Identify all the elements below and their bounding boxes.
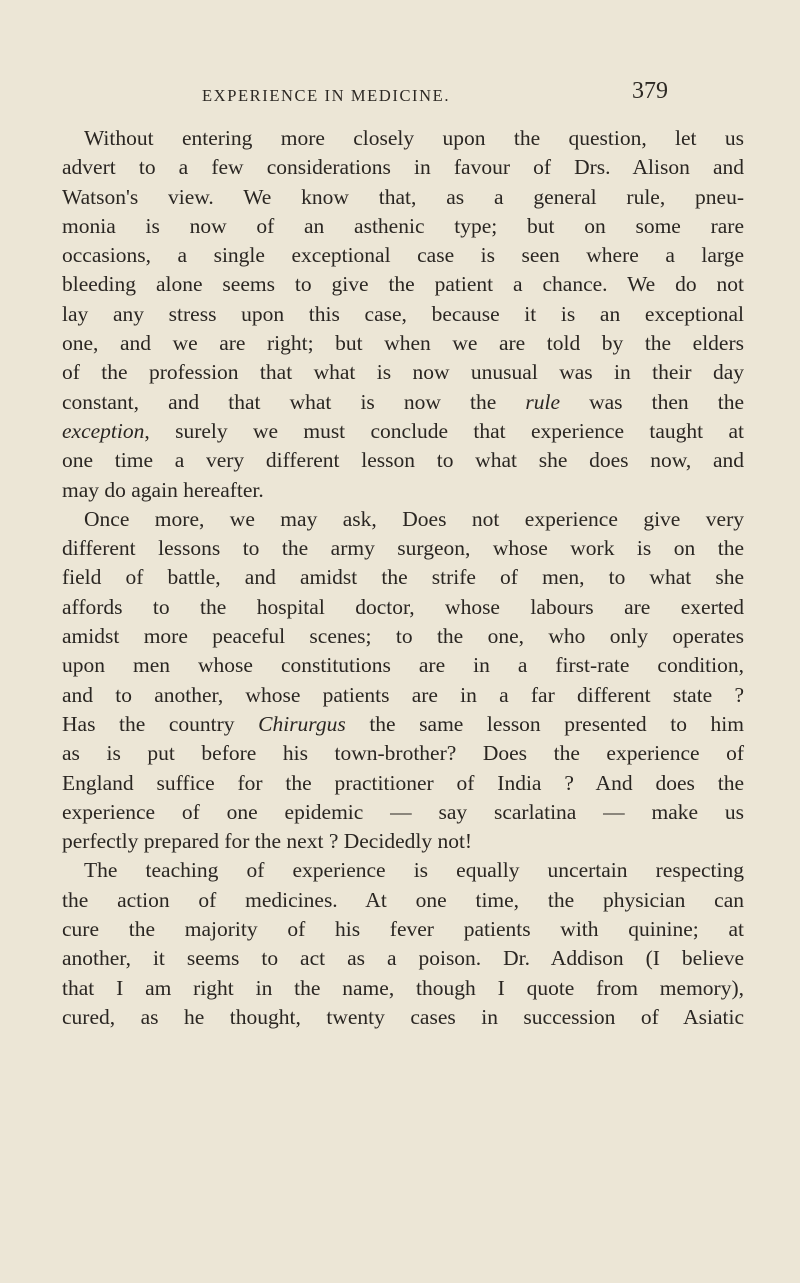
text-line: as is put before his town-brother? Does the experience of — [62, 741, 744, 766]
text-line: experience of one epidemic — say scarlatina — make us — [62, 799, 744, 824]
text-line: and to another, whose patients are in a far different state ? — [62, 682, 744, 707]
text-line: different lessons to the army surgeon, whose work is on the — [62, 536, 744, 561]
text-line: that I am right in the name, though I quote from memory), — [62, 975, 744, 1000]
text-line: affords to the hospital doctor, whose labours are exerted — [62, 594, 744, 619]
text-line: one, and we are right; but when we are told by the elders — [62, 331, 744, 356]
text-line: one time a very different lesson to what she does now, and — [62, 448, 744, 473]
text-line: exception, surely we must conclude that experience taught at — [62, 418, 744, 443]
page-header — [0, 78, 800, 108]
text-line: perfectly prepared for the next ? Decidedly not! — [62, 829, 473, 854]
text-line: field of battle, and amidst the strife of men, to what she — [62, 565, 744, 590]
text-line: cured, as he thought, twenty cases in succession of Asiatic — [62, 1004, 744, 1029]
text-line: England suffice for the practitioner of India ? And does the — [62, 770, 744, 795]
text-line: Without entering more closely upon the question, let us — [84, 126, 744, 150]
text-line: the action of medicines. At one time, the physician can — [62, 887, 744, 912]
text-line: occasions, a single exceptional case is seen where a large — [62, 243, 744, 268]
text-line: cure the majority of his fever patients with quinine; at — [62, 917, 744, 942]
text-line: amidst more peaceful scenes; to the one, who only operates — [62, 624, 744, 649]
body-text — [62, 124, 744, 1032]
text-line: another, it seems to act as a poison. Dr. Addison (I believe — [62, 946, 744, 971]
page-number: 379 — [632, 78, 668, 104]
text-line: upon men whose constitutions are in a first-rate condition, — [62, 653, 744, 678]
text-line: bleeding alone seems to give the patient a chance. We do not — [62, 272, 744, 297]
text-line: may do again hereafter. — [62, 477, 264, 502]
text-line: Has the country Chirurgus the same lesson presented to him — [62, 711, 744, 736]
text-line: lay any stress upon this case, because it is an exceptional — [62, 301, 744, 326]
running-title: EXPERIENCE IN MEDICINE. — [202, 86, 451, 105]
text-line: of the profession that what is now unusual was in their day — [62, 360, 744, 385]
text-line: Once more, we may ask, Does not experience give very — [84, 506, 744, 531]
text-line: Watson's view. We know that, as a general rule, pneu- — [62, 184, 744, 209]
text-line: The teaching of experience is equally uncertain respecting — [84, 858, 744, 883]
text-line: advert to a few considerations in favour of Drs. Alison and — [62, 155, 744, 180]
text-line: constant, and that what is now the rule was then the — [62, 389, 745, 414]
text-line: monia is now of an asthenic type; but on some rare — [62, 213, 744, 238]
